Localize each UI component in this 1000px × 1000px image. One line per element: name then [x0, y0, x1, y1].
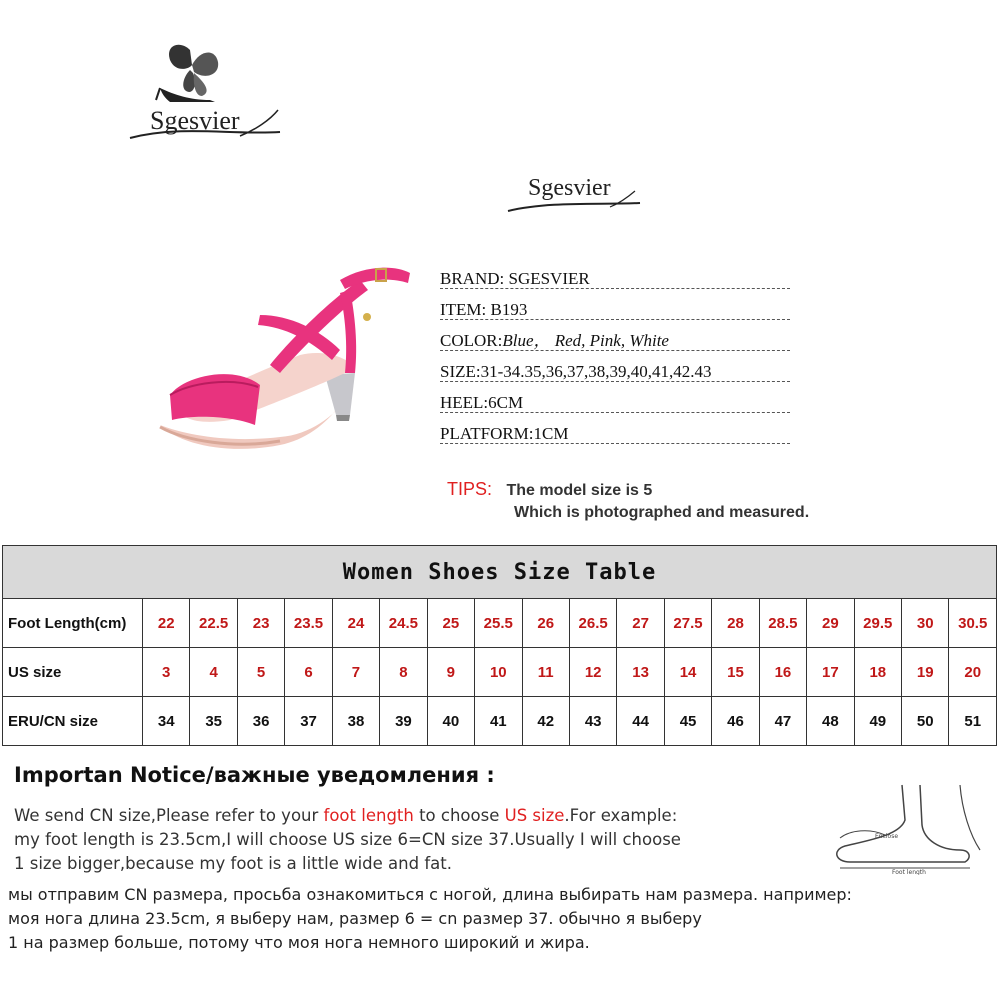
size-cell: 22.5	[190, 599, 237, 648]
size-cell: 28.5	[759, 599, 806, 648]
size-table-title: Women Shoes Size Table	[3, 546, 997, 599]
size-cell: 48	[807, 697, 854, 746]
size-cell: 27	[617, 599, 664, 648]
tips	[447, 479, 810, 521]
size-cell: 23	[237, 599, 284, 648]
sandal-image	[140, 255, 430, 470]
size-table-row	[3, 599, 997, 648]
size-cell: 46	[712, 697, 759, 746]
size-cell: 42	[522, 697, 569, 746]
foot-length-highlight: foot length	[323, 806, 414, 825]
size-table	[2, 545, 997, 746]
spec-row	[440, 390, 860, 421]
foot-measure-diagram	[820, 780, 990, 875]
spec-row	[440, 328, 860, 359]
brand-logo-text: Sgesvier	[150, 106, 240, 135]
size-cell: 41	[475, 697, 522, 746]
size-cell: 45	[664, 697, 711, 746]
notice-en-line-1: We send CN size,Please refer to your foot length to choose US size.For example:	[14, 806, 678, 825]
size-table-row	[3, 697, 997, 746]
size-cell: 20	[949, 648, 997, 697]
brand-logo	[120, 40, 290, 160]
us-size-highlight: US size	[504, 806, 565, 825]
spec-value: Blue， Red, Pink, White	[502, 331, 669, 350]
size-cell: 16	[759, 648, 806, 697]
size-cell: 25	[427, 599, 474, 648]
size-cell: 25.5	[475, 599, 522, 648]
spec-label: BRAND:	[440, 269, 505, 288]
size-cell: 35	[190, 697, 237, 746]
size-cell: 30.5	[949, 599, 997, 648]
brand-logo-small	[500, 165, 650, 225]
size-cell: 8	[380, 648, 427, 697]
spec-value: 6CM	[488, 393, 524, 412]
spec-row	[440, 359, 860, 390]
size-cell: 22	[143, 599, 190, 648]
size-cell: 47	[759, 697, 806, 746]
size-cell: 26.5	[569, 599, 616, 648]
spec-label: ITEM:	[440, 300, 487, 319]
size-table-row	[3, 648, 997, 697]
size-cell: 13	[617, 648, 664, 697]
size-cell: 43	[569, 697, 616, 746]
spec-label: PLATFORM:	[440, 424, 534, 443]
size-cell: 18	[854, 648, 901, 697]
size-cell: 15	[712, 648, 759, 697]
size-cell: 28	[712, 599, 759, 648]
notice-ru-line-1: мы отправим CN размера, просьба ознакомиться с ногой, длина выбирать нам размера. например:	[8, 885, 852, 904]
butterfly-heel-icon	[120, 40, 290, 160]
size-cell: 14	[664, 648, 711, 697]
size-cell: 51	[949, 697, 997, 746]
size-cell: 29	[807, 599, 854, 648]
foot-length-label: Foot length	[892, 869, 926, 875]
size-cell: 24.5	[380, 599, 427, 648]
notice-russian	[8, 883, 852, 955]
size-row-label: Foot Length(cm)	[3, 599, 143, 648]
size-cell: 11	[522, 648, 569, 697]
spec-value: 1CM	[533, 424, 569, 443]
spec-label: COLOR:	[440, 331, 503, 350]
spec-label: SIZE:	[440, 362, 481, 381]
notice-en-line-3: 1 size bigger,because my foot is a little wide and fat.	[14, 854, 452, 873]
size-cell: 23.5	[285, 599, 332, 648]
size-cell: 17	[807, 648, 854, 697]
size-cell: 29.5	[854, 599, 901, 648]
size-cell: 36	[237, 697, 284, 746]
spec-label: HEEL:	[440, 393, 489, 412]
notice-ru-line-3: 1 на размер больше, потому что моя нога немного широкий и жира.	[8, 933, 590, 952]
size-cell: 10	[475, 648, 522, 697]
spec-value: SGESVIER	[504, 269, 590, 288]
size-cell: 34	[143, 697, 190, 746]
size-cell: 26	[522, 599, 569, 648]
size-cell: 40	[427, 697, 474, 746]
size-cell: 9	[427, 648, 474, 697]
size-cell: 19	[902, 648, 949, 697]
notice-en-line-2: my foot length is 23.5cm,I will choose US size 6=CN size 37.Usually I will choose	[14, 830, 681, 849]
spec-list	[440, 266, 860, 452]
spec-row	[440, 421, 860, 452]
size-cell: 39	[380, 697, 427, 746]
size-cell: 3	[143, 648, 190, 697]
spec-row	[440, 266, 860, 297]
notice-english	[14, 804, 681, 876]
size-cell: 49	[854, 697, 901, 746]
size-cell: 27.5	[664, 599, 711, 648]
notice-title: Importan Notice/важные уведомления :	[14, 763, 495, 787]
size-cell: 30	[902, 599, 949, 648]
spec-value: B193	[486, 300, 528, 319]
size-cell: 4	[190, 648, 237, 697]
tips-line-2: Which is photographed and measured.	[514, 504, 810, 521]
size-row-label: US size	[3, 648, 143, 697]
enclose-label: Enclose	[875, 833, 899, 840]
size-cell: 44	[617, 697, 664, 746]
size-cell: 5	[237, 648, 284, 697]
size-cell: 12	[569, 648, 616, 697]
brand-logo-small-text: Sgesvier	[528, 175, 611, 201]
size-cell: 37	[285, 697, 332, 746]
notice-ru-line-2: моя нога длина 23.5cm, я выберу нам, размер 6 = cn размер 37. обычно я выберу	[8, 909, 702, 928]
size-row-label: ERU/CN size	[3, 697, 143, 746]
spec-row	[440, 297, 860, 328]
size-cell: 38	[332, 697, 379, 746]
size-cell: 24	[332, 599, 379, 648]
size-cell: 7	[332, 648, 379, 697]
size-cell: 50	[902, 697, 949, 746]
size-cell: 6	[285, 648, 332, 697]
spec-value: 31-34.35,36,37,38,39,40,41,42.43	[480, 362, 712, 381]
tips-label: TIPS:	[447, 479, 493, 499]
tips-line-1: The model size is 5	[506, 482, 653, 499]
